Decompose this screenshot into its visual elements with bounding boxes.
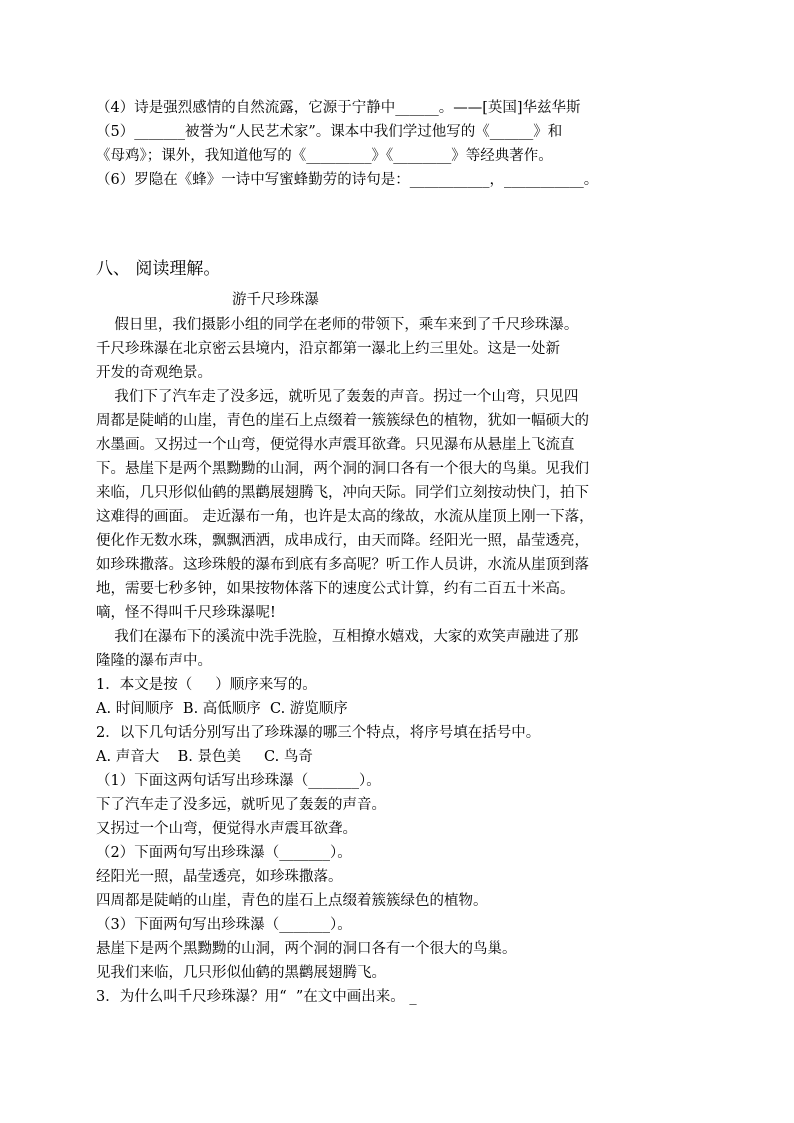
question-2-1-a: 下了汽车走了没多远，就听见了轰轰的声音。 bbox=[96, 797, 386, 813]
fill-in-4: （4）诗是强烈感情的自然流露，它源于宁静中______。——[英国]华兹华斯 bbox=[96, 100, 581, 116]
question-2-3: （3）下面两句写出珍珠瀑（_______）。 bbox=[96, 917, 352, 933]
passage-line: 如珍珠撒落。这珍珠般的瀑布到底有多高呢？听工作人员讲，水流从崖顶到落 bbox=[96, 557, 589, 573]
fill-in-6: （6）罗隐在《蜂》一诗中写蜜蜂勤劳的诗句是：___________，___________。 bbox=[96, 172, 599, 188]
passage-line: 这难得的画面。 走近瀑布一角，也许是太高的缘故，水流从崖顶上刚一下落， bbox=[96, 509, 594, 525]
question-2-options: A. 声音大 B. 景色美 C. 鸟奇 bbox=[96, 749, 313, 765]
passage-line: 地，需要七秒多钟，如果按物体落下的速度公式计算，约有二百五十米高。 bbox=[96, 581, 575, 597]
question-2-2: （2）下面两句写出珍珠瀑（_______）。 bbox=[96, 845, 352, 861]
passage-line: 我们下了汽车走了没多远，就听见了轰轰的声音。拐过一个山弯，只见四 bbox=[96, 389, 579, 405]
passage-line: 嘀，怪不得叫千尺珍珠瀑呢! bbox=[96, 605, 276, 621]
fill-in-5: （5）_______被誉为“人民艺术家”。课本中我们学过他写的《______》和 bbox=[96, 124, 563, 140]
question-2-1-b: 又拐过一个山弯，便觉得水声震耳欲聋。 bbox=[96, 821, 357, 837]
question-2-1: （1）下面这两句话写出珍珠瀑（_______）。 bbox=[96, 773, 381, 789]
fill-in-5-cont: 《母鸡》；课外，我知道他写的《_________》《________》等经典著作。 bbox=[96, 148, 553, 164]
passage-line: 千尺珍珠瀑在北京密云县境内，沿京都第一瀑北上约三里处。这是一处新 bbox=[96, 341, 560, 357]
question-2: 2．以下几句话分别写出了珍珠瀑的哪三个特点，将序号填在括号中。 bbox=[96, 725, 541, 741]
passage-line: 水墨画。又拐过一个山弯，便觉得水声震耳欲聋。只见瀑布从悬崖上飞流直 bbox=[96, 437, 575, 453]
section-heading: 八、 阅读理解。 bbox=[96, 259, 221, 279]
passage-line: 周都是陡峭的山崖，青色的崖石上点缀着一簇簇绿色的植物，犹如一幅硕大的 bbox=[96, 413, 589, 429]
question-1-options: A. 时间顺序 B. 高低顺序 C. 游览顺序 bbox=[96, 701, 348, 717]
question-2-3-b: 见我们来临，几只形似仙鹤的黑鹳展翅腾飞。 bbox=[96, 965, 386, 981]
question-2-3-a: 悬崖下是两个黑黝黝的山洞，两个洞的洞口各有一个很大的鸟巢。 bbox=[96, 941, 517, 957]
passage-line: 下。悬崖下是两个黑黝黝的山洞，两个洞的洞口各有一个很大的鸟巢。见我们 bbox=[96, 461, 589, 477]
passage-line: 便化作无数水珠，飘飘洒洒，成串成行，由天而降。经阳光一照，晶莹透亮， bbox=[96, 533, 589, 549]
question-2-2-b: 四周都是陡峭的山崖，青色的崖石上点缀着簇簇绿色的植物。 bbox=[96, 893, 488, 909]
passage-title: 游千尺珍珠瀑 bbox=[232, 292, 319, 308]
passage-line: 隆隆的瀑布声中。 bbox=[96, 653, 212, 669]
question-1: 1．本文是按（ ）顺序来写的。 bbox=[96, 677, 317, 693]
passage-line: 假日里，我们摄影小组的同学在老师的带领下，乘车来到了千尺珍珠瀑。 bbox=[96, 317, 579, 333]
passage-line: 我们在瀑布下的溪流中洗手洗脸，互相撩水嬉戏，大家的欢笑声融进了那 bbox=[96, 629, 579, 645]
question-2-2-a: 经阳光一照，晶莹透亮，如珍珠撒落。 bbox=[96, 869, 343, 885]
passage-line: 来临，几只形似仙鹤的黑鹳展翅腾飞，冲向天际。同学们立刻按动快门，拍下 bbox=[96, 485, 589, 501]
question-3: 3．为什么叫千尺珍珠瀑？用“ ”在文中画出来。 _ bbox=[96, 989, 417, 1005]
passage-line: 开发的奇观绝景。 bbox=[96, 365, 212, 381]
